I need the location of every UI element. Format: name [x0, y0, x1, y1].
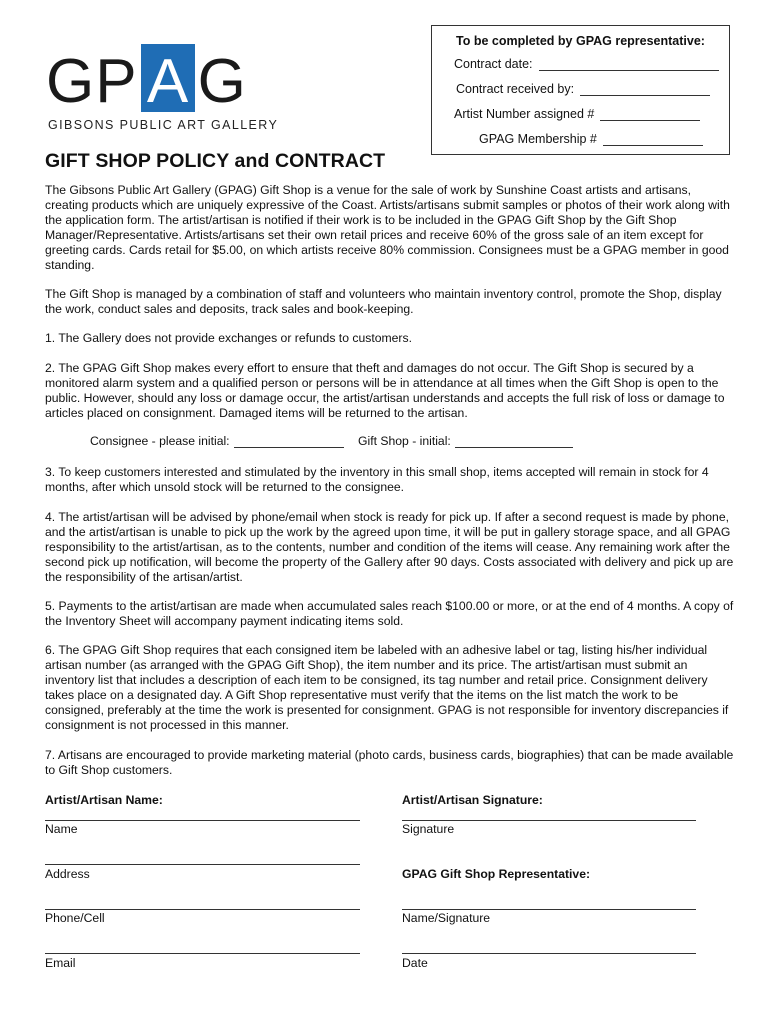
policy-7 [45, 748, 735, 778]
policy-3 [45, 465, 735, 495]
consignee-initial-label: Consignee - please initial: [90, 434, 230, 448]
address-line[interactable] [45, 864, 360, 865]
policy-5-text: 5. Payments to the artist/artisan are made when accumulated sales reach $100.00 or more, or at the end of 4 months. A copy of the Inventory Sheet will accompany payment indicating items sold. [45, 599, 734, 628]
contract-received-by-field [456, 82, 710, 96]
date-line[interactable] [402, 953, 696, 954]
email-line[interactable] [45, 953, 360, 954]
policy-1-text: 1. The Gallery does not provide exchanges or refunds to customers. [45, 331, 412, 345]
intro-text: The Gibsons Public Art Gallery (GPAG) Gift Shop is a venue for the sale of work by Sunshine Coast artists and artisans, creating products which are uniquely expressive of the Coast. Artists/artisans submit samples or photos of their work along with the application form. The artist/artisan is notified if their work is to be included in the GPAG Gift Shop by the Gift Shop Manager/Representative. Artists/artisans set their own retail prices and receive 60% of the gross sale of an item except for greeting cards. Cards retail for $5.00, on which artists receive 80% commission. Consignees must be a GPAG member in good standing. [45, 183, 730, 272]
logo-subtitle: GIBSONS PUBLIC ART GALLERY [48, 118, 279, 132]
logo-wordmark [46, 44, 247, 116]
signature-label: Signature [402, 822, 455, 836]
policy-2 [45, 361, 735, 421]
logo-letter-p: P [95, 47, 138, 116]
gpag-membership-field [479, 132, 703, 146]
managed-paragraph [45, 287, 735, 317]
consignee-initial-line[interactable] [234, 436, 344, 448]
email-label: Email [45, 956, 76, 970]
giftshop-initial-line[interactable] [455, 436, 573, 448]
artist-signature-heading: Artist/Artisan Signature: [402, 793, 543, 807]
name-line[interactable] [45, 820, 360, 821]
artist-number-field [454, 107, 700, 121]
signature-line[interactable] [402, 820, 696, 821]
page-title: GIFT SHOP POLICY and CONTRACT [45, 150, 386, 172]
artist-name-heading: Artist/Artisan Name: [45, 793, 163, 807]
intro-paragraph [45, 183, 735, 272]
name-signature-label: Name/Signature [402, 911, 491, 925]
gpag-membership-label: GPAG Membership # [479, 132, 597, 146]
contract-received-by-label: Contract received by: [456, 82, 575, 96]
policy-4 [45, 510, 735, 585]
contract-date-label: Contract date: [454, 57, 533, 71]
gpag-representative-heading: GPAG Gift Shop Representative: [402, 867, 591, 881]
artist-number-label: Artist Number assigned # [454, 107, 595, 121]
address-label: Address [45, 867, 90, 881]
contract-date-field [454, 57, 719, 71]
policy-3-text: 3. To keep customers interested and stimulated by the inventory in this small shop, items accepted will remain in stock for 4 months, after which unsold stock will be returned to the consignee. [45, 465, 709, 494]
gpag-membership-line[interactable] [603, 133, 703, 146]
logo-letter-a: A [146, 47, 189, 116]
managed-text: The Gift Shop is managed by a combination of staff and volunteers who maintain inventory control, promote the Shop, display the work, conduct sales and deposits, track sales and book-keeping. [45, 287, 722, 316]
policy-2-text: 2. The GPAG Gift Shop makes every effort to ensure that theft and damages do not occur. The Gift Shop is secured by a monitored alarm system and a qualified person or persons will be in attendance at all times when the Gift Shop is open to the public. However, should any loss or damage occur, the artist/artisan understands and accepts the full risk of loss or damage to articles placed on consignment. Damaged items will be returned to the artisan. [45, 361, 725, 420]
name-label: Name [45, 822, 78, 836]
policy-6-text: 6. The GPAG Gift Shop requires that each consigned item be labeled with an adhesive label or tag, listing his/her individual artisan number (as arranged with the GPAG Gift Shop), the item number and its price. The artist/artisan must submit an inventory list that includes a description of each item to be consigned, its tag number and retail price. Consignment delivery takes place on a designated day. A Gift Shop representative must verify that the items on the list match the work to be consigned, preferably at the time the work is presented for consignment. GPAG is not responsible for inventory discrepancies if consignment is not processed in this manner. [45, 643, 729, 732]
logo-letter-g2: G [197, 47, 247, 116]
policy-5 [45, 599, 735, 629]
policy-6 [45, 643, 735, 732]
representative-name-signature-line[interactable] [402, 909, 696, 910]
policy-7-text: 7. Artisans are encouraged to provide marketing material (photo cards, business cards, biographies) that can be made available to Gift Shop customers. [45, 748, 734, 777]
consignee-initial-field [90, 434, 344, 448]
phone-line[interactable] [45, 909, 360, 910]
contract-received-by-line[interactable] [580, 83, 710, 96]
contract-date-line[interactable] [539, 58, 719, 71]
phone-cell-label: Phone/Cell [45, 911, 105, 925]
representative-box [431, 25, 730, 155]
giftshop-initial-label: Gift Shop - initial: [358, 434, 451, 448]
giftshop-initial-field [358, 434, 573, 448]
representative-box-title: To be completed by GPAG representative: [456, 34, 705, 48]
date-label: Date [402, 956, 428, 970]
gpag-logo [46, 44, 279, 136]
artist-number-line[interactable] [600, 108, 700, 121]
logo-letter-g1: G [46, 47, 96, 116]
policy-4-text: 4. The artist/artisan will be advised by phone/email when stock is ready for pick up. If after a second request is made by phone, and the artist/artisan is unable to pick up the work by the agreed upon time, it will be put in gallery storage space, and all GPAG responsibility to the artist/artisan, as to the contents, number and condition of the items will cease. Any remaining work after the second pick up notification, will become the property of the Gallery after 90 days. Costs associated with delivery and pick up are the responsibility of the artisan/artist. [45, 510, 734, 584]
policy-1 [45, 331, 735, 346]
logo-letter-a-box [141, 44, 195, 116]
